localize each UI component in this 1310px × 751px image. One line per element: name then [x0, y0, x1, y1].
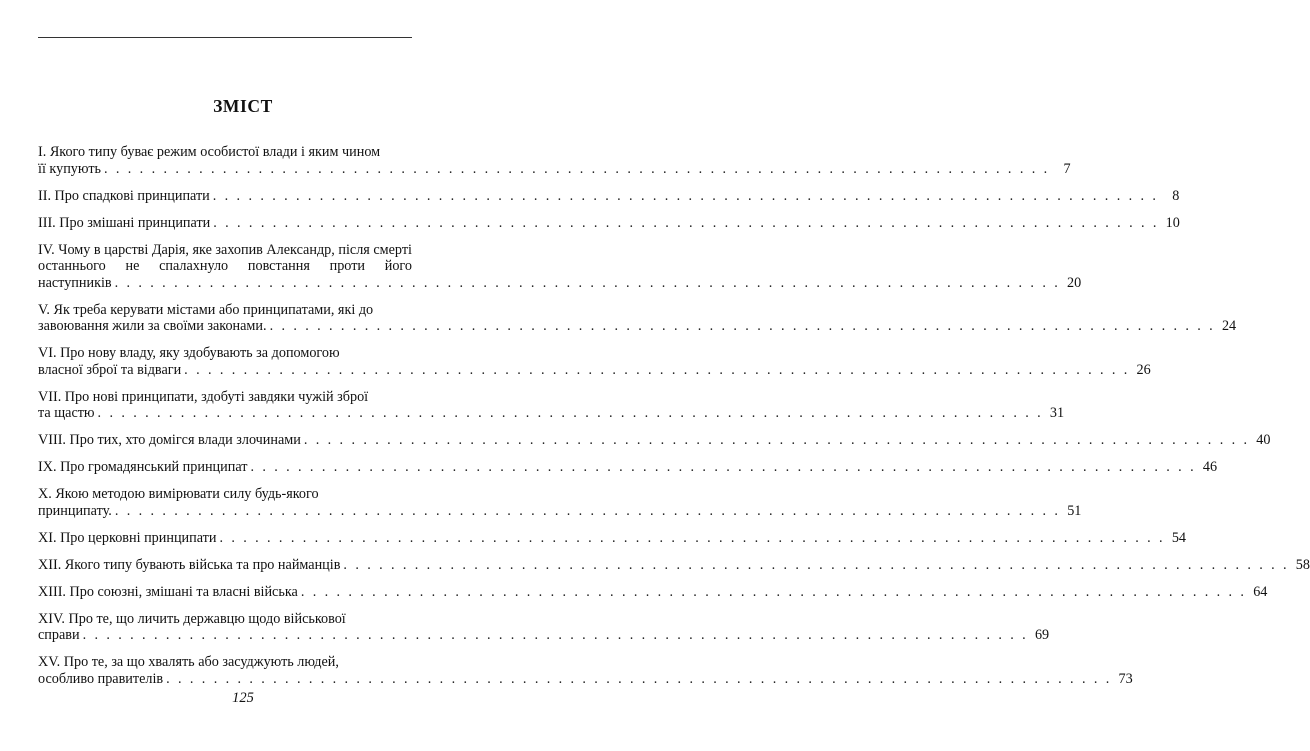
dot-leader: . . . . . . . . . . . . . . . . . . . . . . . . . . . . . . . . . . . . . . . . . . . . . . . . . . . . . . . . . . . . . . . . . . . . . . . . . . . . . . . . — [250, 459, 1197, 475]
toc-entry-text: IX. Про громадянський принципат — [38, 459, 248, 475]
toc-entry[interactable] — [38, 556, 1310, 574]
dot-leader: . . . . . . . . . . . . . . . . . . . . . . . . . . . . . . . . . . . . . . . . . . . . . . . . . . . . . . . . . . . . . . . . . . . . . . . . . . . . . . . . — [114, 274, 1061, 291]
toc-page-number: 69 — [1034, 627, 1050, 643]
toc-entry[interactable] — [38, 301, 1237, 335]
toc-page-number: 24 — [1221, 318, 1237, 334]
toc-entry-text: XII. Якого типу бувають війська та про найманців — [38, 556, 341, 573]
page-title: ЗМІСТ — [213, 96, 273, 116]
toc-page-number: 8 — [1172, 187, 1180, 204]
dot-leader: . . . . . . . . . . . . . . . . . . . . . . . . . . . . . . . . . . . . . . . . . . . . . . . . . . . . . . . . . . . . . . . . . . . . . . . . . . . . . . . . — [300, 583, 1247, 600]
toc-entry[interactable] — [38, 388, 1065, 422]
toc-entry[interactable] — [38, 345, 1151, 378]
top-rule — [38, 37, 412, 38]
toc-entry-text: XI. Про церковні принципати — [38, 529, 217, 546]
toc-entry-text: X. Якою методою вимірювати силу будь-якого — [38, 486, 319, 502]
toc-page-number: 26 — [1136, 361, 1151, 378]
toc-entry[interactable] — [38, 214, 1180, 232]
toc-page-number: 54 — [1171, 529, 1187, 546]
toc-entry-text: I. Якого типу буває режим особистої влади і яким чином — [38, 144, 381, 160]
toc-entry[interactable] — [38, 486, 1082, 519]
toc-entry-text: наступників — [38, 274, 112, 291]
toc-entry-text: та щастю — [38, 405, 95, 421]
toc-entry[interactable] — [38, 610, 1050, 644]
toc-page-number: 58 — [1295, 556, 1310, 573]
toc-entry-text: VI. Про нову владу, яку здобувають за допомогою — [38, 345, 340, 361]
toc-entry-text: IV. Чому в царстві Дарія, яке захопив Александр, після смерті останнього не спалахнуло повстання проти його — [38, 241, 412, 274]
toc-entry[interactable] — [38, 654, 1133, 687]
dot-leader: . . . . . . . . . . . . . . . . . . . . . . . . . . . . . . . . . . . . . . . . . . . . . . . . . . . . . . . . . . . . . . . . . . . . . . . . . . . . . . . . — [343, 556, 1289, 573]
toc-page-number: 7 — [1063, 160, 1071, 177]
table-of-contents — [38, 144, 1310, 698]
dot-leader: . . . . . . . . . . . . . . . . . . . . . . . . . . . . . . . . . . . . . . . . . . . . . . . . . . . . . . . . . . . . . . . . . . . . . . . . . . . . . . . . — [269, 318, 1216, 334]
toc-entry-text: V. Як треба керувати містами або принципатами, які до — [38, 301, 374, 318]
toc-entry-text: VII. Про нові принципати, здобуті завдяки чужій зброї — [38, 388, 369, 405]
toc-page-number: 20 — [1066, 274, 1082, 291]
dot-leader: . . . . . . . . . . . . . . . . . . . . . . . . . . . . . . . . . . . . . . . . . . . . . . . . . . . . . . . . . . . . . . . . . . . . . . . . . . . . . . . . — [303, 432, 1250, 448]
toc-entry-text: принципату. — [38, 502, 112, 519]
toc-entry-text: XV. Про те, за що хвалять або засуджують людей, — [38, 654, 339, 670]
dot-leader: . . . . . . . . . . . . . . . . . . . . . . . . . . . . . . . . . . . . . . . . . . . . . . . . . . . . . . . . . . . . . . . . . . . . . . . . . . . . . . . . — [166, 670, 1112, 687]
toc-entry-text: власної зброї та відваги — [38, 361, 182, 378]
toc-page-number: 73 — [1118, 670, 1133, 687]
toc-entry[interactable] — [38, 432, 1271, 449]
toc-page-number: 31 — [1049, 405, 1065, 421]
dot-leader: . . . . . . . . . . . . . . . . . . . . . . . . . . . . . . . . . . . . . . . . . . . . . . . . . . . . . . . . . . . . . . . . . . . . . . . . . . . . . . . . — [97, 405, 1044, 421]
toc-entry-text: XIV. Про те, що личить державцю щодо військової — [38, 610, 346, 627]
dot-leader: . . . . . . . . . . . . . . . . . . . . . . . . . . . . . . . . . . . . . . . . . . . . . . . . . . . . . . . . . . . . . . . . . . . . . . . . . . . . . . . . — [114, 502, 1061, 519]
dot-leader: . . . . . . . . . . . . . . . . . . . . . . . . . . . . . . . . . . . . . . . . . . . . . . . . . . . . . . . . . . . . . . . . . . . . . . . . . . . . . . . . — [82, 627, 1029, 643]
page-number: 125 — [232, 690, 254, 706]
dot-leader: . . . . . . . . . . . . . . . . . . . . . . . . . . . . . . . . . . . . . . . . . . . . . . . . . . . . . . . . . . . . . . . . . . . . . . . . . . . . . . . . — [104, 160, 1050, 177]
toc-page-number: 10 — [1165, 214, 1180, 231]
toc-page-number: 40 — [1256, 432, 1271, 448]
toc-entry-text: VIII. Про тих, хто домігся влади злочинами — [38, 432, 301, 448]
toc-entry[interactable] — [38, 459, 1218, 476]
dot-leader: . . . . . . . . . . . . . . . . . . . . . . . . . . . . . . . . . . . . . . . . . . . . . . . . . . . . . . . . . . . . . . . . . . . . . . . . . . . . . . . . — [219, 529, 1166, 546]
toc-page-number: 64 — [1253, 583, 1268, 600]
dot-leader: . . . . . . . . . . . . . . . . . . . . . . . . . . . . . . . . . . . . . . . . . . . . . . . . . . . . . . . . . . . . . . . . . . . . . . . . . . . . . . . . — [184, 361, 1130, 378]
toc-entry-text: завоювання жили за своїми законами. — [38, 318, 267, 334]
toc-entry[interactable] — [38, 529, 1187, 547]
toc-entry[interactable] — [38, 583, 1268, 601]
toc-entry-text: справи — [38, 627, 80, 643]
toc-entry[interactable] — [38, 187, 1180, 205]
toc-page-number: 51 — [1067, 502, 1082, 519]
toc-page-number: 46 — [1202, 459, 1218, 475]
dot-leader: . . . . . . . . . . . . . . . . . . . . . . . . . . . . . . . . . . . . . . . . . . . . . . . . . . . . . . . . . . . . . . . . . . . . . . . . . . . . . . . . — [213, 214, 1159, 231]
toc-entry-text: XIII. Про союзні, змішані та власні війська — [38, 583, 298, 600]
toc-entry-text: особливо правителів — [38, 670, 164, 687]
toc-entry-text: її купують — [38, 160, 101, 177]
dot-leader: . . . . . . . . . . . . . . . . . . . . . . . . . . . . . . . . . . . . . . . . . . . . . . . . . . . . . . . . . . . . . . . . . . . . . . . . . . . . . . . . — [212, 187, 1159, 204]
toc-entry-text: II. Про спадкові принципати — [38, 187, 210, 204]
toc-entry-text: III. Про змішані принципати — [38, 214, 211, 231]
toc-entry[interactable] — [38, 241, 1082, 292]
toc-entry[interactable] — [38, 144, 1071, 177]
